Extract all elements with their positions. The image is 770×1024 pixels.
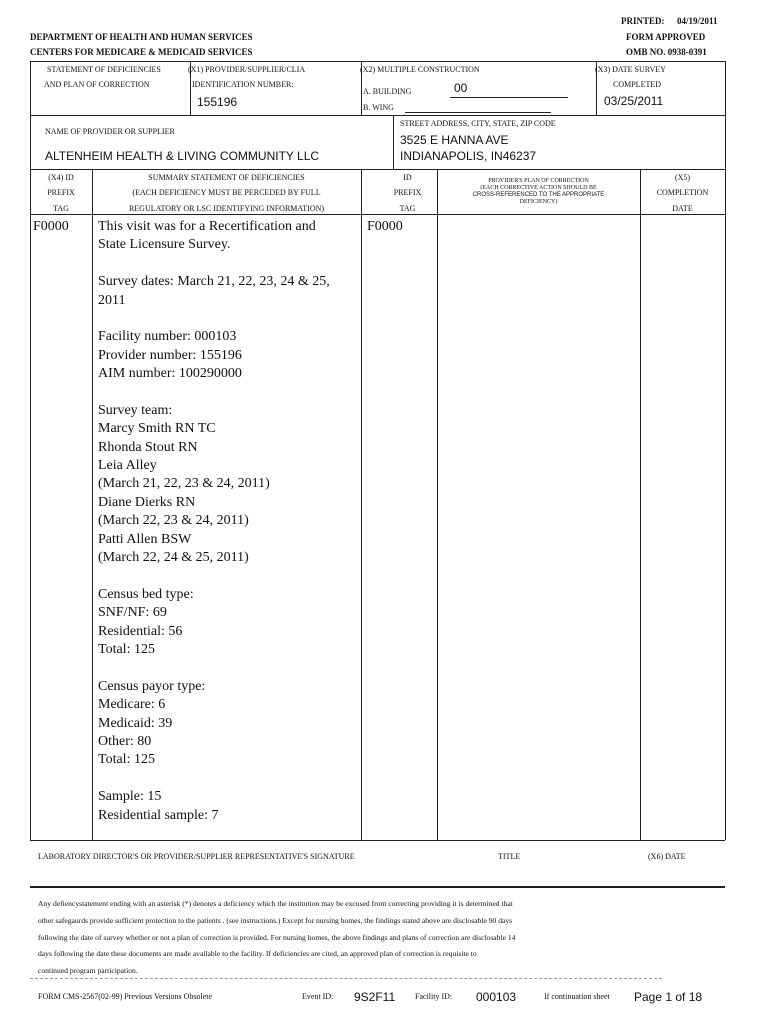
summary-line [98, 255, 356, 273]
x1-label: (X1) PROVIDER/SUPPLIER/CLIA [188, 65, 306, 74]
summary-line: Total: 125 [98, 641, 155, 657]
plan-header-4: DEFICIENCY) [519, 199, 558, 205]
rule [437, 169, 438, 840]
event-id-label: Event ID: [302, 992, 334, 1001]
summary-header-3: REGULATORY OR LSC IDENTIFYING INFORMATION) [128, 204, 325, 213]
x4-header-3: TAG [53, 204, 69, 213]
signature-date: (X6) DATE [648, 852, 686, 861]
building-underline [450, 97, 568, 98]
summary-line [98, 770, 356, 788]
rule [30, 886, 725, 888]
rule [725, 61, 726, 840]
survey-date-value: 03/25/2011 [604, 94, 664, 108]
rule [640, 169, 641, 840]
page-number: Page 1 of 18 [634, 990, 703, 1004]
disclaimer-line: following the date of survey whether or not a plan of correction is provided. For nursing homes, the above findings and plans of correction are disclosable 14 [38, 932, 516, 942]
building-label: A. BUILDING [363, 87, 412, 96]
summary-line: SNF/NF: 69 [98, 605, 167, 621]
wing-underline [405, 112, 551, 113]
rule [361, 169, 362, 840]
event-id-value: 9S2F11 [354, 990, 396, 1004]
statement-label-2: AND PLAN OF CORRECTION [44, 80, 150, 89]
rule [30, 840, 725, 841]
x5-header: (X5) [674, 173, 691, 182]
wing-label: B. WING [363, 103, 394, 112]
department-name: DEPARTMENT OF HEALTH AND HUMAN SERVICES [30, 32, 253, 42]
id-header-2: PREFIX [393, 188, 422, 197]
summary-line [98, 384, 356, 402]
x1-label-2: IDENTIFICATION NUMBER: [192, 80, 294, 89]
rule [30, 61, 725, 62]
summary-line: Leia Alley [98, 458, 157, 474]
tag-left: F0000 [33, 219, 69, 234]
summary-statement [98, 218, 356, 825]
summary-line: Survey team: [98, 402, 173, 418]
summary-line: Marcy Smith RN TC [98, 421, 216, 437]
x3-label-2: COMPLETED [613, 80, 661, 89]
summary-line: Medicaid: 39 [98, 715, 173, 731]
x4-header-2: PREFIX [47, 188, 75, 197]
summary-line: (March 21, 22, 23 & 24, 2011) [98, 476, 270, 492]
summary-line [98, 310, 356, 328]
summary-line: Survey dates: March 21, 22, 23, 24 & 25, [98, 274, 330, 290]
statement-label: STATEMENT OF DEFICIENCIES [47, 65, 161, 74]
summary-line [98, 659, 356, 677]
dashed-rule [30, 978, 662, 979]
address-label: STREET ADDRESS, CITY, STATE, ZIP CODE [400, 119, 556, 128]
rule [30, 115, 725, 116]
address-line-2: INDIANAPOLIS, IN46237 [400, 149, 537, 163]
facility-id-label: Facility ID: [415, 992, 453, 1001]
x2-label: (X2) MULTIPLE CONSTRUCTION [360, 65, 480, 74]
summary-line: Provider number: 155196 [98, 347, 242, 363]
id-header: ID [403, 173, 412, 182]
summary-line: 2011 [98, 292, 126, 308]
summary-line: Residential sample: 7 [98, 807, 219, 823]
address-line-1: 3525 E HANNA AVE [400, 133, 509, 147]
x4-header: (X4) ID [48, 173, 74, 182]
summary-line: State Licensure Survey. [98, 237, 231, 253]
summary-line: This visit was for a Recertification and [98, 219, 316, 234]
x3-label: (X3) DATE SURVEY [595, 65, 666, 74]
summary-line [98, 567, 356, 585]
printed-label: PRINTED: [621, 16, 665, 26]
disclaimer-line: days following the date these documents are made available to the facility. If deficiencies are cited, an approved plan of correction is requisite to [38, 949, 477, 959]
form-number: FORM CMS-2567(02-99) Previous Versions Obsolete [38, 992, 213, 1001]
provider-name-label: NAME OF PROVIDER OR SUPPLIER [45, 127, 175, 136]
form-approved: FORM APPROVED [626, 32, 706, 42]
plan-header-2: (EACH CORRECTIVE ACTION SHOULD BE [480, 185, 597, 191]
rule [92, 169, 93, 840]
summary-line: (March 22, 23 & 24, 2011) [98, 513, 249, 529]
plan-header: PROVIDER'S PLAN OF CORRECTION [488, 178, 589, 184]
rule [393, 115, 394, 169]
summary-line: Census payor type: [98, 678, 206, 694]
summary-line: Total: 125 [98, 752, 155, 768]
rule [30, 169, 725, 170]
x5-header-2: COMPLETION [656, 188, 709, 197]
x5-header-3: DATE [672, 204, 693, 213]
facility-id-value: 000103 [476, 990, 517, 1004]
printed-date: 04/19/2011 [677, 16, 718, 26]
summary-line: Patti Allen BSW [98, 531, 192, 547]
disclaimer-line: other safegaurds provide sufficient protection to the patients . (see instructions.) Except for nursing homes, the findings stated above are disclosable 90 days [38, 915, 513, 925]
disclaimer-line: Any defiencystatement ending with an asterisk (*) denotes a deficiency which the institution may be excused from correcting providing it is determined that [38, 899, 513, 908]
summary-line: Other: 80 [98, 733, 152, 749]
tag-right: F0000 [367, 219, 403, 234]
summary-line: (March 22, 24 & 25, 2011) [98, 550, 249, 566]
signature-label: LABORATORY DIRECTOR'S OR PROVIDER/SUPPLIER REPRESENTATIVE'S SIGNATURE [38, 852, 355, 861]
summary-line: Facility number: 000103 [98, 329, 237, 345]
summary-header-2: (EACH DEFICIENCY MUST BE PERCEDED BY FULL [132, 188, 321, 197]
summary-line: AIM number: 100290000 [98, 366, 242, 382]
summary-line: Rhonda Stout RN [98, 439, 198, 455]
id-header-3: TAG [399, 204, 416, 213]
summary-line: Sample: 15 [98, 789, 162, 805]
summary-line: Medicare: 6 [98, 697, 166, 713]
building-value: 00 [454, 81, 468, 95]
summary-line: Diane Dierks RN [98, 494, 196, 510]
continuation-label: If continuation sheet [544, 992, 610, 1001]
provider-name-value: ALTENHEIM HEALTH & LIVING COMMUNITY LLC [45, 149, 320, 163]
disclaimer [38, 896, 515, 980]
provider-id-value: 155196 [197, 95, 238, 109]
summary-line: Residential: 56 [98, 623, 183, 639]
omb-number: OMB NO. 0938-0391 [626, 47, 707, 57]
centers-name: CENTERS FOR MEDICARE & MEDICAID SERVICES [30, 47, 253, 57]
summary-header: SUMMARY STATEMENT OF DEFICIENCIES [148, 173, 305, 182]
rule [30, 214, 725, 215]
summary-line: Census bed type: [98, 586, 194, 602]
plan-header-3: CROSS-REFERENCED TO THE APPROPRIATE [472, 192, 605, 198]
disclaimer-line: continued program participation. [38, 966, 138, 976]
signature-title: TITLE [498, 852, 521, 861]
